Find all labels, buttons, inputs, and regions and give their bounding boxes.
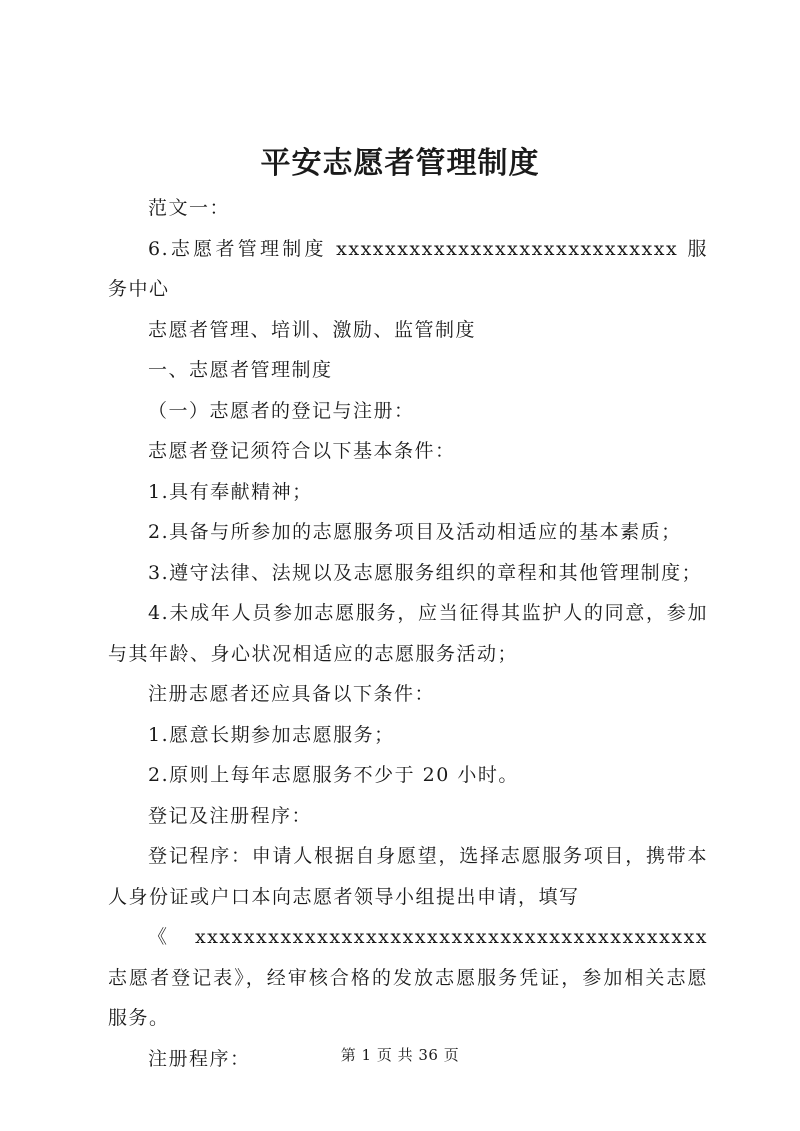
document-body (108, 188, 708, 1079)
body-paragraph: 6.志愿者管理制度 xxxxxxxxxxxxxxxxxxxxxxxxxxxx 服务中心 (108, 237, 708, 300)
body-paragraph: 4.未成年人员参加志愿服务，应当征得其监护人的同意，参加与其年龄、身心状况相适应的志愿服务活动； (108, 602, 708, 665)
body-paragraph: 志愿者管理、培训、激励、监管制度 (148, 318, 477, 341)
body-paragraph: 1.愿意长期参加志愿服务； (148, 723, 395, 746)
body-paragraph: 注册程序： (148, 1047, 251, 1070)
body-paragraph: （一）志愿者的登记与注册： (148, 399, 415, 422)
body-paragraph: 《xxxxxxxxxxxxxxxxxxxxxxxxxxxxxxxxxxxxxxxxxx 志愿者登记表》，经审核合格的发放志愿服务凭证，参加相关志愿服务。 (108, 926, 708, 1029)
page-footer: 第 1 页 共 36 页 (340, 1046, 460, 1064)
body-paragraph: 一、志愿者管理制度 (148, 359, 333, 381)
body-paragraph: 志愿者登记须符合以下基本条件： (148, 440, 456, 462)
body-paragraph: 2.具备与所参加的志愿服务项目及活动相适应的基本素质； (148, 521, 682, 543)
document-title: 平安志愿者管理制度 (260, 146, 540, 181)
body-paragraph: 1.具有奉献精神； (148, 480, 313, 503)
body-paragraph: 登记程序：申请人根据自身愿望，选择志愿服务项目，携带本人身份证或户口本向志愿者领导小组提出申请，填写 (108, 845, 708, 908)
body-paragraph: 3.遵守法律、法规以及志愿服务组织的章程和其他管理制度； (148, 561, 703, 584)
body-paragraph: 登记及注册程序： (148, 804, 313, 827)
body-paragraph: 2.原则上每年志愿服务不少于 20 小时。 (148, 764, 519, 786)
body-paragraph: 注册志愿者还应具备以下条件： (148, 683, 436, 705)
body-paragraph: 范文一： (148, 197, 231, 219)
